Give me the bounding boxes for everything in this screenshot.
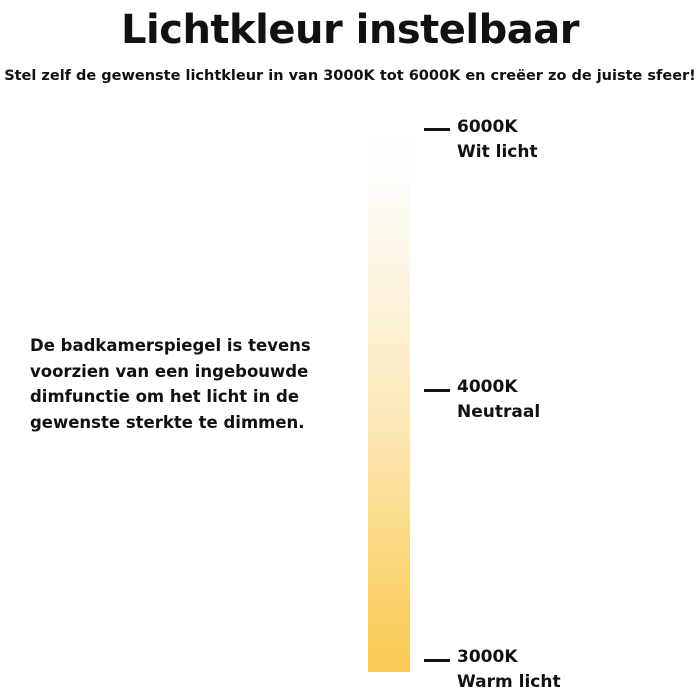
scale-label-6000k-kelvin: 6000K (457, 117, 518, 137)
scale-label-3000k-kelvin: 3000K (457, 647, 518, 667)
tick-marker-6000k (424, 128, 450, 131)
tick-marker-3000k (424, 659, 450, 662)
tick-marker-4000k (424, 389, 450, 392)
scale-label-4000k (457, 375, 540, 424)
scale-label-6000k-description: Wit licht (457, 141, 538, 162)
scale-label-4000k-description: Neutraal (457, 401, 541, 422)
scale-label-6000k (457, 115, 538, 164)
scale-label-4000k-kelvin: 4000K (457, 377, 518, 397)
page-subtitle: Stel zelf de gewenste lichtkleur in van 3000K tot 6000K en creëer zo de juiste sfeer! (4, 68, 696, 84)
description-paragraph: De badkamerspiegel is tevens voorzien van een ingebouwde dimfunctie om het licht in de gewenste sterkte te dimmen. (30, 336, 311, 432)
color-temperature-gradient-bar (368, 135, 410, 672)
scale-label-3000k-description: Warm licht (457, 671, 561, 692)
page-title: Lichtkleur instelbaar (121, 7, 579, 53)
scale-label-3000k (457, 645, 561, 694)
